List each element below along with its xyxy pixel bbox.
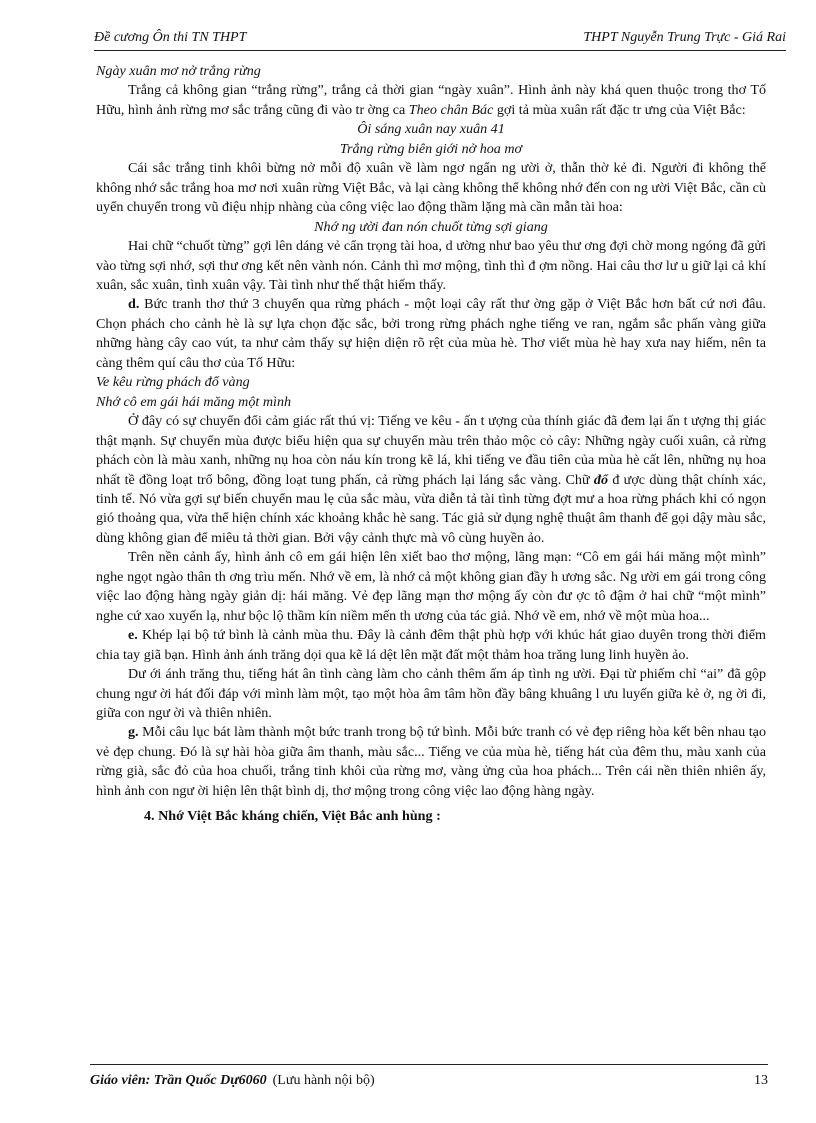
verse-line: Nhớ ng ười đan nón chuốt từng sợi giang <box>314 218 548 235</box>
header-school-name: THPT Nguyễn Trung Trực - Giá Rai <box>583 30 786 45</box>
verse-line: Ve kêu rừng phách đổ vàng <box>96 374 250 391</box>
emphasized-word: đổ <box>593 471 609 488</box>
page-number: 13 <box>754 1073 768 1088</box>
paragraph-white-color: Cái sắc trắng tinh khôi bừng nở mỗi độ xuân về làm ngơ ngẩn ng ười ở, thẫn thờ kẻ đi. Người đi không thể không nhớ sắc trắng hoa mơ nơi xuân rừng Việt Bắc, và lại càng không thể không nhớ đến con ng ười Việt Bắc, cần cù uyển chuyển trong vũ điệu nhịp nhàng của công việc lao động thầm lặng mà cần mẫn tài hoa: <box>96 160 766 216</box>
page-footer <box>90 1064 768 1089</box>
paragraph-chuot-tung: Hai chữ “chuốt từng” gợi lên dáng vẻ cẩn trọng tài hoa, d ường như bao yêu thư ơng đợi chờ mong ngóng đã gửi vào từng sợi nhớ, sợi thư ơng kết nên vành nón. Cảnh thì mơ mộng, tình thì đ ợm nồng. Hai câu thơ lư u giữ lại cả khí xuân, sắc xuân, tình xuân vậy. Tài tình như thế thật hiếm thấy. <box>96 238 766 293</box>
item-label-g: g. <box>128 724 139 741</box>
verse-line: Ôi sáng xuân nay xuân 41 <box>357 121 505 138</box>
paragraph-spring-intro: Trắng cả không gian “trắng rừng”, trắng cả thời gian “ngày xuân”. Hình ảnh này khá quen thuộc trong thơ Tố Hữu, hình ảnh rừng mơ sắc trắng cũng đi vào tr ờng ca Theo chân Bác gợi tả mùa xuân rất đặc tr ưng của Việt Bắc: <box>96 82 766 118</box>
work-title: Theo chân Bác <box>408 101 494 118</box>
footer-note: (Lưu hành nội bộ) <box>272 1073 375 1088</box>
paragraph-e: e. Khép lại bộ tứ bình là cảnh mùa thu. Đây là cảnh đêm thật phù hợp với khúc hát giao duyên trong thời điểm chia tay giã bạn. Hình ảnh ánh trăng dọi qua kẽ lá dệt lên mặt đất một thảm hoa trăng lung linh huyền ảo. <box>96 627 766 663</box>
document-body <box>96 62 766 827</box>
header-doc-title: Đề cương Ôn thi TN THPT <box>94 30 247 45</box>
paragraph-moonlight: Dư ới ánh trăng thu, tiếng hát ân tình càng làm cho cảnh thêm ấm áp tình ng ười. Đại từ phiếm chỉ “ai” đã gộp chung ngư ời hát đối đáp với mình làm một, tạo một hòa âm tâm hồn đầy bâng khuâng l ưu luyến giữa kẻ ở, ng ời đi, giữa con ngư ời và thiên nhiên. <box>96 666 766 721</box>
paragraph-d: d. Bức tranh thơ thứ 3 chuyển qua rừng phách - một loại cây rất thư ờng gặp ở Việt Bắc hơn bất cứ nơi đâu. Chọn phách cho cảnh hè là sự lựa chọn đặc sắc, bởi trong rừng phách nghe tiếng ve ran, ngắm sắc phấn vàng giữa những hàng cây cao vút, ta như cảm thấy sự hiện diện rõ rệt của mùa hè. Thơ viết mùa hè hay xưa nay hiếm, nên ta càng thêm quí câu thơ của Tố Hữu: <box>96 296 766 371</box>
section-title-spring: Ngày xuân mơ nở trắng rừng <box>96 63 261 79</box>
footer-teacher: Giáo viên: Trần Quốc Dự6060 <box>90 1073 267 1088</box>
paragraph-g: g. Mỗi câu lục bát làm thành một bức tranh trong bộ tứ bình. Mỗi bức tranh có vẻ đẹp riêng hòa kết bên nhau tạo vẻ đẹp chung. Đó là sự hài hòa giữa âm thanh, màu sắc... Tiếng ve của mùa hè, tiếng hát của đêm thu, màu xanh của rừng già, sắc đỏ của hoa chuối, trắng tinh khôi của rừng mơ, vàng ửng của hoa phách... Trên cái nền thiên nhiên ấy, hình ảnh con ngư ời hiện lên thật bình dị, thơ mộng trong công việc lao động hàng ngày. <box>96 724 766 799</box>
page-header <box>94 28 786 51</box>
item-label-e: e. <box>128 627 138 644</box>
paragraph-summer: Ở đây có sự chuyển đổi cảm giác rất thú vị: Tiếng ve kêu - ấn t ượng của thính giác đã đem lại ấn t ượng thị giác thật mạnh. Sự chuyển mùa được biểu hiện qua sự chuyển màu trên thảo mộc cỏ cây: Những ngày cuối xuân, cả rừng phách còn là màu xanh, những nụ hoa còn náu kín trong kẽ lá, khi tiếng ve đầu tiên của mùa hè cất lên, những nụ hoa nhất tề đồng loạt trổ bông, đồng loạt tung phấn, cả rừng phách lại láng sắc vàng. Chữ đổ đ ược dùng thật chính xác, tinh tế. Nó vừa gợi sự biến chuyển mau lẹ của sắc màu, vừa diễn tả tài tình từng đợt mư a hoa rừng phách khi có ngọn gió thoảng qua, vừa thể hiện chính xác khoảng khắc hè sang. Tác giả sử dụng nghệ thuật âm thanh để gọi dậy màu sắc, dùng không gian để miêu tả thời gian. Bởi vậy cảnh thực mà vô cùng huyền ảo. <box>96 413 766 546</box>
verse-line: Trắng rừng biên giới nở hoa mơ <box>339 140 523 157</box>
verse-line: Nhớ cô em gái hái măng một mình <box>96 393 292 410</box>
paragraph-girl: Trên nền cảnh ấy, hình ảnh cô em gái hiện lên xiết bao thơ mộng, lãng mạn: “Cô em gái hái măng một mình” nghe ngọt ngào thân th ơng trìu mến. Nhớ về em, là nhớ cả một không gian đầy h ương sắc. Ng ười em gái trong công việc lao động hàng ngày giản dị: hái măng. Vẻ đẹp lãng mạn thơ mộng ấy còn đư ợc tô đậm ở hai chữ “một mình” nghe cứ xao xuyến lạ, như bộc lộ thầm kín niềm mến th ương của tác giả. Nhớ về em, nhớ về một mùa hoa... <box>96 549 766 624</box>
section-heading-4: 4. Nhớ Việt Bắc kháng chiến, Việt Bắc anh hùng : <box>144 808 441 825</box>
item-label-d: d. <box>128 296 140 313</box>
